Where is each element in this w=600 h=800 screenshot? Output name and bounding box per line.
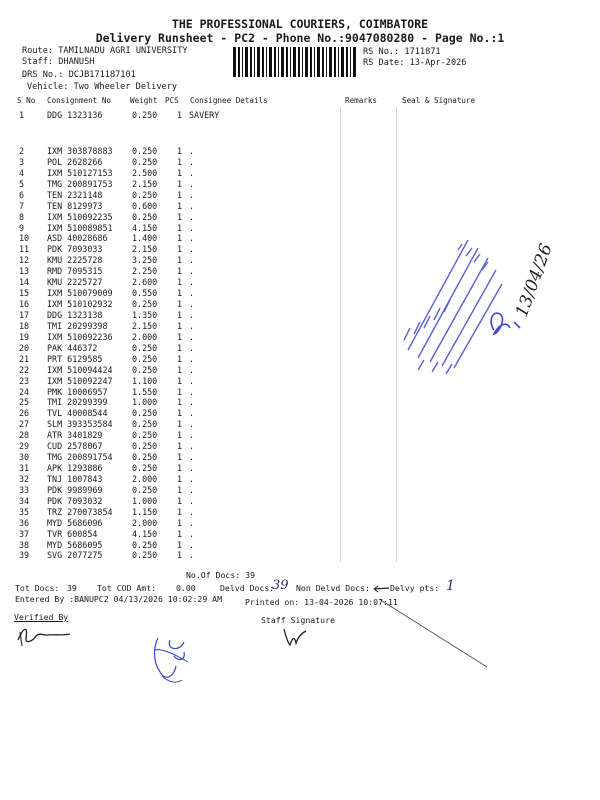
table-row — [0, 110, 600, 120]
table-row — [0, 146, 600, 156]
cell-consignment-no: TVR 600854 — [47, 528, 98, 539]
cell-pcs: 1 — [177, 463, 183, 473]
cell-weight: 1.100 — [132, 375, 158, 386]
cell-consignment-no: TEN 2321148 — [47, 189, 103, 200]
cell-sno: 28 — [19, 430, 30, 441]
cell-weight: 1.550 — [132, 386, 158, 397]
cell-consignee: . — [189, 353, 195, 364]
cell-pcs: 1 — [177, 473, 183, 484]
cell-consignee: . — [189, 299, 195, 309]
cell-sno: 20 — [19, 342, 30, 353]
cell-pcs: 1 — [177, 364, 183, 375]
cell-weight: 4.150 — [132, 222, 158, 233]
cell-weight: 0.250 — [132, 419, 158, 430]
tot-cod-label: Tot COD Amt: — [97, 583, 157, 593]
cell-weight: 0.250 — [132, 408, 158, 419]
table-row — [0, 540, 600, 550]
tot-docs-value: 39 — [67, 583, 77, 593]
cell-consignee: . — [189, 211, 195, 222]
table-row — [0, 179, 600, 189]
cell-consignee: . — [189, 309, 195, 320]
cell-pcs: 1 — [177, 484, 183, 495]
cell-consignment-no: IXM 510089851 — [47, 222, 113, 233]
cell-pcs: 1 — [177, 386, 183, 397]
delvd-docs-label: Delvd Docs: — [220, 583, 275, 593]
cell-consignee: . — [189, 463, 195, 473]
cell-consignment-no: MYD 5686095 — [47, 539, 103, 550]
cell-weight: 0.250 — [132, 353, 158, 364]
cell-weight: 1.000 — [132, 397, 158, 408]
cell-consignee: . — [189, 255, 195, 266]
cell-pcs: 1 — [177, 189, 183, 200]
cell-consignee: . — [189, 244, 195, 255]
cell-sno: 2 — [19, 146, 25, 156]
cell-sno: 23 — [19, 375, 30, 386]
cell-sno: 38 — [19, 539, 30, 550]
cell-weight: 0.250 — [132, 452, 158, 462]
cell-pcs: 1 — [177, 244, 183, 255]
cell-consignee: . — [189, 419, 195, 430]
table-row — [0, 168, 600, 178]
cell-consignee: . — [189, 200, 195, 211]
cell-consignee: . — [189, 408, 195, 419]
cell-sno: 15 — [19, 288, 30, 299]
cell-consignment-no: TMI 20299399 — [47, 397, 108, 408]
cell-consignment-no: KMU 2225727 — [47, 277, 103, 288]
cell-pcs: 1 — [177, 539, 183, 550]
table-row — [0, 550, 600, 560]
cell-sno: 24 — [19, 386, 30, 397]
cell-weight: 2.000 — [132, 517, 158, 528]
cell-pcs: 1 — [177, 430, 183, 441]
cell-consignee: . — [189, 364, 195, 375]
cell-consignee: . — [189, 517, 195, 528]
drs-number: DRS No.: DCJB171187101 — [22, 70, 136, 80]
cell-consignment-no: MYD 5686096 — [47, 517, 103, 528]
cell-pcs: 1 — [177, 255, 183, 266]
vehicle-label: Vehicle: Two Wheeler Delivery — [27, 82, 178, 92]
cell-consignee: . — [189, 430, 195, 441]
cell-consignee: . — [189, 342, 195, 353]
cell-weight: 0.250 — [132, 189, 158, 200]
diagonal-strike-line — [375, 595, 495, 675]
cell-consignment-no: SLM 393353584 — [47, 419, 113, 430]
cell-consignment-no: IXM 510127153 — [47, 167, 113, 178]
cell-consignment-no: TVL 40008544 — [47, 408, 108, 419]
non-delvd-docs-label: Non Delvd Docs: — [296, 583, 370, 593]
cell-consignment-no: IXM 510092236 — [47, 331, 113, 342]
table-row — [0, 190, 600, 200]
cell-weight: 1.350 — [132, 309, 158, 320]
cell-sno: 10 — [19, 233, 30, 244]
cell-consignee: . — [189, 506, 195, 517]
cell-consignee: . — [189, 167, 195, 178]
cell-weight: 0.250 — [132, 146, 158, 156]
cell-sno: 34 — [19, 495, 30, 506]
cell-consignment-no: IXM 510094424 — [47, 364, 113, 375]
cell-sno: 1 — [19, 110, 25, 120]
cell-weight: 0.250 — [132, 539, 158, 550]
col-header-remarks: Remarks — [345, 96, 378, 105]
cell-sno: 12 — [19, 255, 30, 266]
cell-consignment-no: IXM 510079009 — [47, 288, 113, 299]
cell-consignment-no: PMK 10006957 — [47, 386, 108, 397]
cell-consignment-no: ATR 3401829 — [47, 430, 103, 441]
cell-consignment-no: IXM 510092235 — [47, 211, 113, 222]
cell-pcs: 1 — [177, 167, 183, 178]
cell-consignment-no: IXM 303878883 — [47, 146, 113, 156]
cell-pcs: 1 — [177, 156, 183, 167]
cell-pcs: 1 — [177, 146, 183, 156]
tot-docs-label: Tot Docs: — [15, 583, 60, 593]
cell-pcs: 1 — [177, 495, 183, 506]
cell-sno: 33 — [19, 484, 30, 495]
cell-consignee: . — [189, 495, 195, 506]
cell-pcs: 1 — [177, 353, 183, 364]
cell-weight: 2.000 — [132, 331, 158, 342]
cell-consignment-no: CUD 2578067 — [47, 441, 103, 452]
cell-consignee: . — [189, 331, 195, 342]
cell-consignee: . — [189, 528, 195, 539]
cell-consignment-no: IXM 510102932 — [47, 299, 113, 309]
verifier-signature-icon — [14, 622, 74, 650]
blue-ink-signature-icon — [140, 620, 200, 688]
cell-consignment-no: TMG 200891754 — [47, 452, 113, 462]
rs-date: RS Date: 13-Apr-2026 — [363, 58, 467, 68]
cell-weight: 4.150 — [132, 528, 158, 539]
cell-sno: 32 — [19, 473, 30, 484]
cell-pcs: 1 — [177, 506, 183, 517]
table-row — [0, 441, 600, 451]
cell-consignment-no: DDG 1323136 — [47, 110, 103, 120]
col-header-weight: Weight — [130, 96, 158, 105]
cell-sno: 16 — [19, 299, 30, 309]
staff-signature-icon — [280, 625, 310, 649]
cell-consignment-no: TRZ 270073854 — [47, 506, 113, 517]
cell-weight: 0.250 — [132, 484, 158, 495]
col-header-consignment: Consignment No — [47, 96, 112, 105]
table-row — [0, 496, 600, 506]
cell-consignment-no: TMI 20299398 — [47, 320, 108, 331]
cell-sno: 6 — [19, 189, 25, 200]
cell-sno: 31 — [19, 463, 30, 473]
cell-weight: 0.250 — [132, 110, 158, 120]
delvy-pts-handwritten: 1 — [446, 578, 455, 594]
cell-sno: 13 — [19, 266, 30, 277]
cell-pcs: 1 — [177, 550, 183, 561]
cell-consignee: . — [189, 320, 195, 331]
cell-sno: 21 — [19, 353, 30, 364]
cell-consignee: SAVERY — [189, 110, 220, 120]
cell-consignee: . — [189, 277, 195, 288]
cell-sno: 11 — [19, 244, 30, 255]
tot-cod-value: 0.00 — [176, 583, 196, 593]
cell-consignee: . — [189, 233, 195, 244]
cell-weight: 0.550 — [132, 288, 158, 299]
cell-sno: 39 — [19, 550, 30, 561]
table-row — [0, 485, 600, 495]
cell-consignment-no: APK 1293886 — [47, 463, 103, 473]
cell-sno: 4 — [19, 167, 25, 178]
cell-consignment-no: POL 2628266 — [47, 156, 103, 167]
cell-weight: 2.600 — [132, 277, 158, 288]
cell-consignment-no: SVG 2077275 — [47, 550, 103, 561]
cell-weight: 2.000 — [132, 473, 158, 484]
cell-consignee: . — [189, 473, 195, 484]
table-row — [0, 529, 600, 539]
delvd-docs-handwritten: 39 — [272, 578, 289, 593]
col-header-sno: S No — [17, 96, 36, 105]
cell-pcs: 1 — [177, 397, 183, 408]
cell-pcs: 1 — [177, 266, 183, 277]
cell-weight: 0.250 — [132, 342, 158, 353]
cell-consignee: . — [189, 484, 195, 495]
cell-consignee: . — [189, 397, 195, 408]
cell-consignee: . — [189, 222, 195, 233]
cell-consignment-no: TMG 200891753 — [47, 178, 113, 189]
cell-pcs: 1 — [177, 331, 183, 342]
delivery-stamp-icon — [388, 210, 563, 390]
cell-pcs: 1 — [177, 375, 183, 386]
cell-consignment-no: TNJ 1007843 — [47, 473, 103, 484]
stamp-handwritten-date: 13/04/26 — [511, 241, 557, 320]
cell-weight: 0.250 — [132, 441, 158, 452]
cell-consignee: . — [189, 386, 195, 397]
cell-sno: 27 — [19, 419, 30, 430]
col-header-consignee: Consignee Details — [190, 96, 268, 105]
cell-weight: 2.150 — [132, 178, 158, 189]
cell-pcs: 1 — [177, 110, 183, 120]
delvy-pts-label: Delvy pts: — [390, 583, 440, 593]
col-header-seal: Seal & Signature — [402, 96, 476, 105]
cell-pcs: 1 — [177, 178, 183, 189]
cell-consignee: . — [189, 156, 195, 167]
cell-sno: 29 — [19, 441, 30, 452]
cell-weight: 1.400 — [132, 233, 158, 244]
dash-mark-icon — [372, 584, 392, 594]
table-row — [0, 452, 600, 462]
cell-sno: 30 — [19, 452, 30, 462]
table-row — [0, 518, 600, 528]
rs-number: RS No.: 1711871 — [363, 47, 441, 57]
cell-consignee: . — [189, 452, 195, 462]
cell-weight: 2.150 — [132, 320, 158, 331]
cell-consignee: . — [189, 266, 195, 277]
cell-pcs: 1 — [177, 517, 183, 528]
cell-consignment-no: PDK 9989969 — [47, 484, 103, 495]
cell-sno: 18 — [19, 320, 30, 331]
cell-weight: 1.000 — [132, 495, 158, 506]
table-row — [0, 157, 600, 167]
cell-pcs: 1 — [177, 441, 183, 452]
cell-consignee: . — [189, 441, 195, 452]
table-row — [0, 463, 600, 473]
printed-on: Printed on: 13-04-2026 10:07:11 — [245, 597, 398, 607]
cell-pcs: 1 — [177, 200, 183, 211]
verified-by-label: Verified By — [14, 612, 69, 622]
cell-pcs: 1 — [177, 233, 183, 244]
cell-sno: 5 — [19, 178, 25, 189]
runsheet-subtitle: Delivery Runsheet - PC2 - Phone No.:9047080280 - Page No.:1 — [95, 31, 505, 45]
cell-weight: 2.150 — [132, 244, 158, 255]
cell-weight: 0.250 — [132, 156, 158, 167]
cell-pcs: 1 — [177, 342, 183, 353]
cell-weight: 0.250 — [132, 550, 158, 561]
cell-consignee: . — [189, 146, 195, 156]
cell-sno: 17 — [19, 309, 30, 320]
col-header-pcs: PCS — [165, 96, 179, 105]
table-row — [0, 419, 600, 429]
cell-pcs: 1 — [177, 528, 183, 539]
cell-consignee: . — [189, 288, 195, 299]
cell-weight: 0.250 — [132, 463, 158, 473]
cell-pcs: 1 — [177, 309, 183, 320]
cell-pcs: 1 — [177, 277, 183, 288]
table-row — [0, 430, 600, 440]
barcode — [232, 47, 357, 77]
staff-signature-label: Staff Signature — [261, 615, 335, 625]
cell-pcs: 1 — [177, 320, 183, 331]
cell-weight: 0.250 — [132, 299, 158, 309]
table-row — [0, 408, 600, 418]
cell-consignee: . — [189, 539, 195, 550]
cell-consignment-no: ASD 40028686 — [47, 233, 108, 244]
cell-sno: 3 — [19, 156, 25, 167]
cell-consignment-no: PDK 7093032 — [47, 495, 103, 506]
cell-pcs: 1 — [177, 408, 183, 419]
cell-sno: 8 — [19, 211, 25, 222]
cell-sno: 7 — [19, 200, 25, 211]
cell-sno: 22 — [19, 364, 30, 375]
cell-sno: 14 — [19, 277, 30, 288]
cell-weight: 1.150 — [132, 506, 158, 517]
cell-consignment-no: IXM 510092247 — [47, 375, 113, 386]
cell-pcs: 1 — [177, 299, 183, 309]
cell-pcs: 1 — [177, 419, 183, 430]
cell-weight: 2.250 — [132, 266, 158, 277]
cell-weight: 0.250 — [132, 211, 158, 222]
cell-consignment-no: PDK 7093033 — [47, 244, 103, 255]
company-title: THE PROFESSIONAL COURIERS, COIMBATORE — [171, 17, 429, 31]
cell-consignment-no: TEN 8129973 — [47, 200, 103, 211]
entered-by: Entered By :BANUPC2 04/13/2026 10:02:29 AM — [15, 594, 223, 604]
cell-weight: 0.250 — [132, 430, 158, 441]
cell-consignment-no: PAK 446372 — [47, 342, 98, 353]
no-of-docs: No.Of Docs: 39 — [186, 570, 256, 580]
cell-sno: 19 — [19, 331, 30, 342]
cell-pcs: 1 — [177, 222, 183, 233]
cell-consignee: . — [189, 550, 195, 561]
cell-weight: 0.600 — [132, 200, 158, 211]
staff-label: Staff: DHANUSH — [22, 57, 95, 67]
cell-consignment-no: KMU 2225728 — [47, 255, 103, 266]
cell-pcs: 1 — [177, 288, 183, 299]
cell-weight: 2.500 — [132, 167, 158, 178]
cell-consignment-no: PRT 6129585 — [47, 353, 103, 364]
cell-sno: 36 — [19, 517, 30, 528]
table-row — [0, 474, 600, 484]
cell-consignee: . — [189, 375, 195, 386]
cell-weight: 0.250 — [132, 364, 158, 375]
cell-sno: 9 — [19, 222, 25, 233]
cell-consignment-no: RMD 7095315 — [47, 266, 103, 277]
cell-consignee: . — [189, 189, 195, 200]
cell-pcs: 1 — [177, 211, 183, 222]
cell-weight: 3.250 — [132, 255, 158, 266]
cell-consignee: . — [189, 178, 195, 189]
cell-sno: 37 — [19, 528, 30, 539]
cell-sno: 26 — [19, 408, 30, 419]
cell-sno: 35 — [19, 506, 30, 517]
cell-sno: 25 — [19, 397, 30, 408]
table-row — [0, 507, 600, 517]
route-label: Route: TAMILNADU AGRI UNIVERSITY — [22, 46, 188, 56]
table-row — [0, 397, 600, 407]
cell-consignment-no: DDG 1323138 — [47, 309, 103, 320]
cell-pcs: 1 — [177, 452, 183, 462]
